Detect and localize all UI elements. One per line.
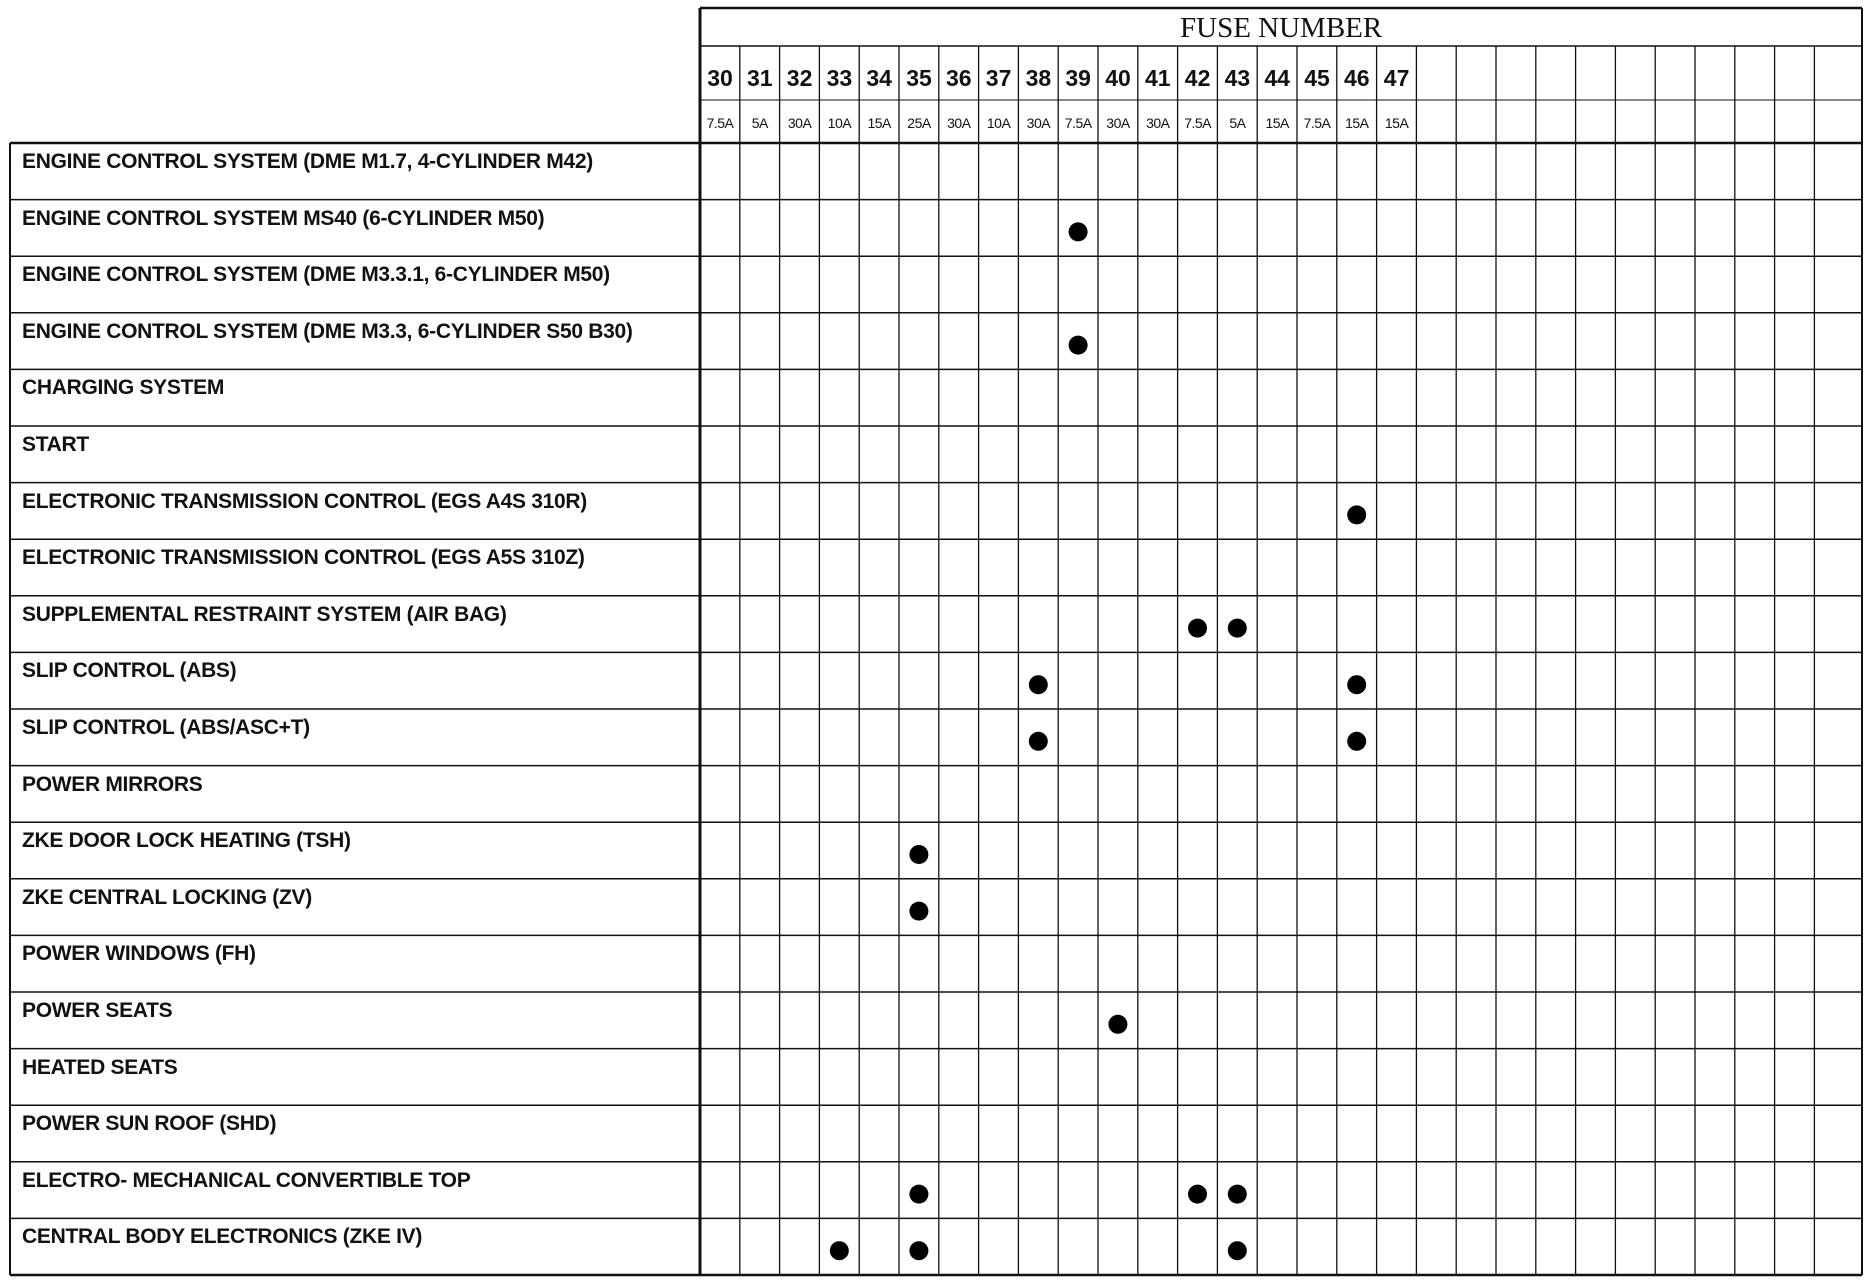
fuse-amperage-34: 15A [867,115,891,131]
system-label: SLIP CONTROL (ABS) [22,659,237,683]
system-label: ELECTRONIC TRANSMISSION CONTROL (EGS A4S 310R) [22,489,587,513]
system-label: ELECTRO- MECHANICAL CONVERTIBLE TOP [22,1168,471,1192]
fuse-number-35: 35 [906,65,932,91]
fuse-amperage-36: 30A [947,115,971,131]
fuse-amperage-37: 10A [986,115,1011,131]
system-label: ZKE DOOR LOCK HEATING (TSH) [22,829,351,853]
system-label: ENGINE CONTROL SYSTEM (DME M3.3.1, 6-CYLINDER M50) [22,263,610,287]
fuse-dot-40 [1108,1015,1127,1034]
fuse-number-36: 36 [946,65,972,91]
fuse-dot-43 [1228,1185,1247,1204]
fuse-dot-39 [1069,336,1088,355]
fuse-amperage-47: 15A [1384,115,1409,131]
system-label: CHARGING SYSTEM [22,376,225,400]
fuse-dot-43 [1228,1241,1247,1260]
system-label: ZKE CENTRAL LOCKING (ZV) [22,885,312,909]
system-label: ENGINE CONTROL SYSTEM (DME M1.7, 4-CYLINDER M42) [22,150,593,173]
fuse-amperage-30: 7.5A [706,115,734,131]
fuse-dot-38 [1029,675,1048,694]
fuse-number-30: 30 [707,65,733,91]
fuse-dot-42 [1188,619,1207,638]
fuse-dot-35 [909,1185,928,1204]
fuse-amperage-39: 7.5A [1064,115,1092,131]
fuse-amperage-38: 30A [1026,115,1051,131]
fuse-dot-39 [1069,222,1088,241]
fuse-number-33: 33 [826,65,853,91]
system-label: POWER SUN ROOF (SHD) [22,1112,277,1136]
fuse-dot-43 [1228,619,1247,638]
fuse-dot-35 [909,902,928,921]
fuse-dot-33 [830,1241,849,1260]
fuse-dot-38 [1029,732,1048,751]
fuse-number-39: 39 [1065,65,1091,91]
fuse-amperage-33: 10A [827,115,852,131]
fuse-amperage-32: 30A [787,115,812,131]
fuse-number-45: 45 [1304,65,1330,91]
fuse-number-34: 34 [866,65,892,91]
fuse-amperage-43: 5A [1229,115,1246,131]
fuse-dot-46 [1347,505,1366,524]
system-label: SLIP CONTROL (ABS/ASC+T) [22,716,310,739]
system-label: ENGINE CONTROL SYSTEM (DME M3.3, 6-CYLINDER S50 B30) [22,319,633,343]
fuse-number-37: 37 [985,65,1012,91]
fuse-number-40: 40 [1105,65,1131,91]
fuse-dot-35 [909,845,928,864]
system-label: CENTRAL BODY ELECTRONICS (ZKE IV) [22,1225,423,1249]
fuse-number-44: 44 [1264,65,1290,91]
system-label: ELECTRONIC TRANSMISSION CONTROL (EGS A5S 310Z) [22,546,585,570]
system-label: HEATED SEATS [22,1055,178,1079]
fuse-number-31: 31 [747,65,773,91]
fuse-number-46: 46 [1344,65,1370,91]
fuse-dot-46 [1347,732,1366,751]
system-label: POWER SEATS [22,999,173,1022]
system-label: SUPPLEMENTAL RESTRAINT SYSTEM (AIR BAG) [22,602,507,626]
fuse-amperage-40: 30A [1106,115,1130,131]
fuse-amperage-35: 25A [907,115,931,131]
system-label: POWER WINDOWS (FH) [22,942,256,966]
system-label: POWER MIRRORS [22,772,203,796]
fuse-amperage-45: 7.5A [1303,115,1331,131]
fuse-amperage-46: 15A [1345,115,1369,131]
fuse-number-42: 42 [1184,65,1211,91]
header-title: FUSE NUMBER [1180,12,1383,44]
fuse-number-32: 32 [786,65,813,91]
system-label: ENGINE CONTROL SYSTEM MS40 (6-CYLINDER M50) [22,206,545,230]
fuse-amperage-41: 30A [1146,115,1170,131]
fuse-dot-35 [909,1241,928,1260]
fuse-amperage-42: 7.5A [1184,115,1211,131]
fuse-number-41: 41 [1145,65,1171,91]
fuse-dot-46 [1347,675,1366,694]
fuse-number-38: 38 [1025,65,1052,91]
fuse-amperage-31: 5A [751,115,768,131]
fuse-amperage-44: 15A [1265,115,1289,131]
fuse-number-47: 47 [1383,65,1410,91]
system-label: START [22,433,89,456]
fuse-dot-42 [1188,1185,1207,1204]
fuse-number-43: 43 [1224,65,1251,91]
